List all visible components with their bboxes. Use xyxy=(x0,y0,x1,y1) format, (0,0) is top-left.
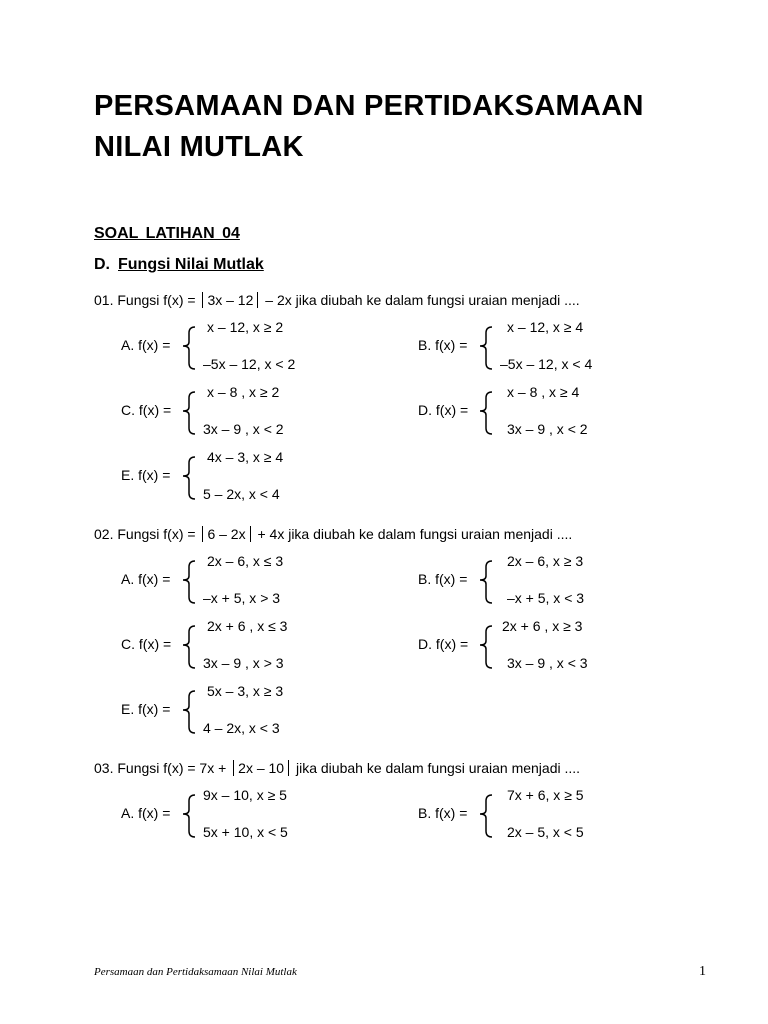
option-label: D. f(x) = xyxy=(418,402,469,418)
piecewise-brace-icon xyxy=(478,384,498,438)
case-top: 2x + 6 , x ≥ 3 xyxy=(502,618,583,634)
answer-option-c xyxy=(121,384,411,438)
question-text xyxy=(94,526,572,542)
piecewise-brace-icon xyxy=(181,618,201,672)
piecewise-brace-icon xyxy=(181,449,201,503)
piecewise-brace-icon xyxy=(478,787,498,841)
section-heading xyxy=(94,256,264,274)
option-label: A. f(x) = xyxy=(121,571,171,587)
piecewise-brace-icon xyxy=(181,553,201,607)
page-title-line-1: PERSAMAAN DAN PERTIDAKSAMAAN xyxy=(94,90,644,122)
option-label: A. f(x) = xyxy=(121,805,171,821)
option-label: C. f(x) = xyxy=(121,636,172,652)
option-label: E. f(x) = xyxy=(121,467,171,483)
case-top: 2x + 6 , x ≤ 3 xyxy=(207,618,288,634)
case-bottom: 2x – 5, x < 5 xyxy=(507,824,584,840)
answer-option-b xyxy=(418,553,718,607)
absolute-value-expression: 6 – 2x xyxy=(202,526,250,542)
piecewise-brace-icon xyxy=(478,319,498,373)
option-label: E. f(x) = xyxy=(121,701,171,717)
page-title xyxy=(94,86,734,168)
answer-option-d xyxy=(418,618,718,672)
answer-option-c xyxy=(121,618,411,672)
question-suffix: + 4x jika diubah ke dalam fungsi uraian menjadi .... xyxy=(253,526,573,542)
case-top: x – 8 , x ≥ 2 xyxy=(207,384,280,400)
option-label: B. f(x) = xyxy=(418,805,468,821)
option-label: B. f(x) = xyxy=(418,571,468,587)
section-title: Fungsi Nilai Mutlak xyxy=(118,256,264,273)
answer-option-e xyxy=(121,683,411,737)
absolute-value-expression: 3x – 12 xyxy=(202,292,258,308)
case-top: x – 12, x ≥ 4 xyxy=(507,319,584,335)
option-label: C. f(x) = xyxy=(121,402,172,418)
question-suffix: jika diubah ke dalam fungsi uraian menjadi .... xyxy=(292,760,581,776)
answer-option-d xyxy=(418,384,718,438)
absolute-value-expression: 2x – 10 xyxy=(233,760,289,776)
case-top: 9x – 10, x ≥ 5 xyxy=(203,787,287,803)
case-top: x – 8 , x ≥ 4 xyxy=(507,384,580,400)
case-bottom: 5x + 10, x < 5 xyxy=(203,824,288,840)
option-label: B. f(x) = xyxy=(418,337,468,353)
piecewise-brace-icon xyxy=(181,683,201,737)
piecewise-brace-icon xyxy=(181,384,201,438)
answer-option-e xyxy=(121,449,411,503)
option-label: A. f(x) = xyxy=(121,337,171,353)
answer-option-b xyxy=(418,787,718,841)
case-bottom: –5x – 12, x < 4 xyxy=(500,356,593,372)
piecewise-brace-icon xyxy=(478,618,498,672)
answer-option-b xyxy=(418,319,718,373)
case-bottom: –x + 5, x > 3 xyxy=(203,590,281,606)
case-top: 4x – 3, x ≥ 4 xyxy=(207,449,284,465)
piecewise-brace-icon xyxy=(181,319,201,373)
case-top: 5x – 3, x ≥ 3 xyxy=(207,683,284,699)
piecewise-brace-icon xyxy=(181,787,201,841)
case-top: 2x – 6, x ≤ 3 xyxy=(207,553,284,569)
case-bottom: 3x – 9 , x < 3 xyxy=(507,655,588,671)
case-bottom: 3x – 9 , x < 2 xyxy=(507,421,588,437)
question-text xyxy=(94,760,580,776)
case-bottom: 3x – 9 , x > 3 xyxy=(203,655,284,671)
case-bottom: –5x – 12, x < 2 xyxy=(203,356,296,372)
case-bottom: –x + 5, x < 3 xyxy=(507,590,585,606)
footer-title: Persamaan dan Pertidaksamaan Nilai Mutlak xyxy=(94,966,297,978)
question-suffix: – 2x jika diubah ke dalam fungsi uraian menjadi .... xyxy=(261,292,580,308)
page-number: 1 xyxy=(699,964,706,979)
answer-option-a xyxy=(121,787,411,841)
question-prefix: 02. Fungsi f(x) = xyxy=(94,526,200,542)
case-top: x – 12, x ≥ 2 xyxy=(207,319,284,335)
section-label: D. xyxy=(94,256,110,273)
answer-option-a xyxy=(121,553,411,607)
question-text xyxy=(94,292,580,308)
case-bottom: 5 – 2x, x < 4 xyxy=(203,486,280,502)
case-bottom: 3x – 9 , x < 2 xyxy=(203,421,284,437)
answer-option-a xyxy=(121,319,411,373)
option-label: D. f(x) = xyxy=(418,636,469,652)
question-prefix: 01. Fungsi f(x) = xyxy=(94,292,200,308)
exercise-heading: SOAL LATIHAN 04 xyxy=(94,225,240,242)
case-top: 7x + 6, x ≥ 5 xyxy=(507,787,584,803)
page-title-line-2: NILAI MUTLAK xyxy=(94,131,304,163)
piecewise-brace-icon xyxy=(478,553,498,607)
case-top: 2x – 6, x ≥ 3 xyxy=(507,553,584,569)
question-prefix: 03. Fungsi f(x) = 7x + xyxy=(94,760,231,776)
case-bottom: 4 – 2x, x < 3 xyxy=(203,720,280,736)
